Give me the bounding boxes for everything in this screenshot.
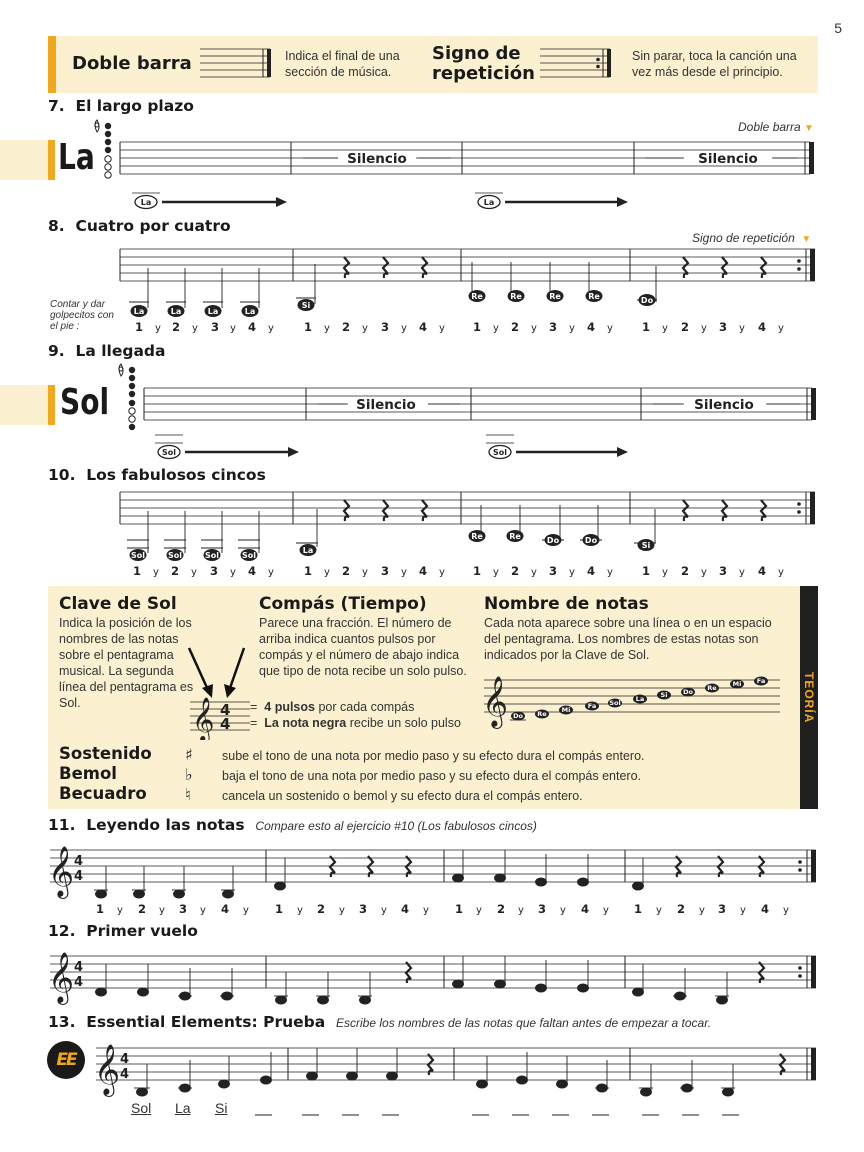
svg-text:2: 2 xyxy=(342,320,351,334)
svg-text:y: y xyxy=(230,323,236,334)
ex8-note-1: La xyxy=(133,307,145,316)
natural-title: Becuadro xyxy=(59,784,147,803)
ex9-silence-1: Silencio xyxy=(356,397,416,413)
svg-text:y: y xyxy=(381,905,387,916)
svg-text:3: 3 xyxy=(211,320,220,334)
ex9-title: 9. La llegada xyxy=(48,342,166,360)
ex12-staff xyxy=(48,948,820,1008)
ex7-note-name: La xyxy=(58,137,95,178)
ex10-note-8: Do xyxy=(546,536,560,545)
svg-text:Re: Re xyxy=(707,684,717,692)
time-sig-line1: = 4 pulsos por cada compás xyxy=(250,700,415,714)
svg-text:Mi: Mi xyxy=(561,706,571,714)
svg-text:y: y xyxy=(662,567,668,578)
treble-clef-icon: 𝄞 xyxy=(94,1044,121,1095)
svg-text:4: 4 xyxy=(120,1067,130,1082)
sharp-text: sube el tono de una nota por medio paso y su efecto dura el compás entero. xyxy=(222,749,645,763)
svg-text:y: y xyxy=(268,323,274,334)
ex9-staff xyxy=(112,362,820,462)
svg-text:2: 2 xyxy=(172,320,181,334)
svg-text:y: y xyxy=(159,905,165,916)
double-bar-staff-icon xyxy=(200,47,275,81)
theory-side-label: TEORÍA xyxy=(802,671,816,724)
ex10-staff xyxy=(115,489,820,581)
double-bar-text: Indica el final de una sección de música. xyxy=(285,49,400,79)
fingering-chart-icon xyxy=(119,364,135,430)
svg-text:4: 4 xyxy=(401,902,410,916)
svg-text:1: 1 xyxy=(455,902,464,916)
svg-text:Sol: Sol xyxy=(609,699,621,707)
ex13-title: 13. Essential Elements: Prueba Escribe los nombres de las notas que faltan antes de empezar a tocar. xyxy=(48,1013,712,1031)
fingering-chart-icon xyxy=(95,120,111,178)
svg-text:y: y xyxy=(362,567,368,578)
svg-text:Fa: Fa xyxy=(756,677,766,685)
essential-elements-logo: EE xyxy=(47,1041,85,1079)
ex10-note-3: Sol xyxy=(205,551,219,560)
ex7-name: El largo plazo xyxy=(75,97,194,115)
repeat-sign-text: Sin parar, toca la canción una vez más desde el principio. xyxy=(632,49,797,79)
svg-text:4: 4 xyxy=(758,564,767,578)
ex9-note-label-2: Sol xyxy=(493,448,507,457)
double-bar-title: Doble barra xyxy=(72,53,192,74)
flat-title: Bemol xyxy=(59,764,117,783)
flat-icon: ♭ xyxy=(185,765,193,784)
svg-text:y: y xyxy=(423,905,429,916)
svg-text:4: 4 xyxy=(248,320,257,334)
ex10-note-9: Do xyxy=(584,536,598,545)
svg-text:4: 4 xyxy=(419,564,428,578)
svg-text:y: y xyxy=(699,905,705,916)
svg-text:y: y xyxy=(155,323,161,334)
svg-text:Re: Re xyxy=(537,710,547,718)
svg-text:4: 4 xyxy=(74,960,84,975)
ex11-title: 11. Leyendo las notas Compare esto al ejercicio #10 (Los fabulosos cincos) xyxy=(48,816,537,834)
ex7-title xyxy=(48,97,194,115)
note-names-title: Nombre de notas xyxy=(484,594,649,614)
svg-text:y: y xyxy=(569,323,575,334)
ex8-note-4: La xyxy=(244,307,256,316)
svg-text:4: 4 xyxy=(581,902,590,916)
svg-text:2: 2 xyxy=(171,564,180,578)
note-names-staff xyxy=(482,668,782,730)
svg-text:y: y xyxy=(192,323,198,334)
svg-text:y: y xyxy=(268,567,274,578)
quarter-rest-icons xyxy=(344,500,766,521)
ex10-note-6: Re xyxy=(471,532,483,541)
svg-text:y: y xyxy=(662,323,668,334)
svg-text:4: 4 xyxy=(74,869,84,884)
ex9-note-label-1: Sol xyxy=(162,448,176,457)
svg-text:3: 3 xyxy=(718,902,727,916)
svg-text:y: y xyxy=(439,323,445,334)
treble-clef-icon: 𝄞 xyxy=(482,676,509,727)
svg-text:4: 4 xyxy=(120,1052,130,1067)
time-signature-title: Compás (Tiempo) xyxy=(259,594,427,614)
ex10-note-1: Sol xyxy=(131,551,145,560)
svg-text:Mi: Mi xyxy=(732,680,742,688)
svg-text:y: y xyxy=(740,905,746,916)
repeat-title-line2: repetición xyxy=(432,63,535,84)
ex12-title: 12. Primer vuelo xyxy=(48,922,198,940)
svg-text:1: 1 xyxy=(304,320,313,334)
svg-text:y: y xyxy=(153,567,159,578)
time-signature-illustration xyxy=(180,640,255,740)
svg-text:2: 2 xyxy=(511,564,520,578)
sharp-icon: ♯ xyxy=(185,745,193,764)
ex10-note-5: La xyxy=(302,546,314,555)
answer-si: Si xyxy=(215,1100,228,1116)
ex10-note-4: Sol xyxy=(242,551,256,560)
svg-text:y: y xyxy=(191,567,197,578)
repeat-sign-staff-icon xyxy=(540,47,615,81)
time-sig-line2: = La nota negra recibe un solo pulso xyxy=(250,716,461,730)
ex10-title: 10. Los fabulosos cincos xyxy=(48,466,266,484)
ex8-title: 8. Cuatro por cuatro xyxy=(48,217,231,235)
ex7-number: 7. xyxy=(48,97,65,115)
svg-text:3: 3 xyxy=(549,320,558,334)
answer-la: La xyxy=(175,1100,191,1116)
svg-text:y: y xyxy=(324,567,330,578)
accent-bar xyxy=(48,36,56,93)
ex8-note-2: La xyxy=(170,307,182,316)
note-badge-bg xyxy=(0,140,48,180)
ex8-note-9: Re xyxy=(588,292,600,301)
svg-text:y: y xyxy=(339,905,345,916)
svg-text:2: 2 xyxy=(677,902,686,916)
svg-text:4: 4 xyxy=(587,564,596,578)
count-instruction: Contar y dar golpecitos con el pie : xyxy=(50,299,114,332)
ex8-note-10: Do xyxy=(640,296,654,305)
ex10-note-2: Sol xyxy=(168,551,182,560)
ex10-count-row xyxy=(133,564,784,578)
ex8-note-7: Re xyxy=(510,292,522,301)
ex7-staff xyxy=(88,118,818,213)
svg-text:y: y xyxy=(243,905,249,916)
ex8-note-3: La xyxy=(207,307,219,316)
ex7-note-label-1: La xyxy=(140,198,152,207)
svg-text:4: 4 xyxy=(758,320,767,334)
svg-text:1: 1 xyxy=(642,564,651,578)
note-names-text: Cada nota aparece sobre una línea o en un espacio del pentagrama. Los nombres de estas notas son indicados por la Clave de Sol. xyxy=(484,616,772,662)
time-sig-top: 4 xyxy=(220,701,231,719)
svg-text:y: y xyxy=(656,905,662,916)
treble-clef-title: Clave de Sol xyxy=(59,594,177,614)
flat-text: baja el tono de una nota por medio paso y su efecto dura el compás entero. xyxy=(222,769,642,783)
svg-text:2: 2 xyxy=(317,902,326,916)
svg-text:3: 3 xyxy=(719,320,728,334)
svg-text:y: y xyxy=(701,323,707,334)
svg-text:y: y xyxy=(701,567,707,578)
svg-text:1: 1 xyxy=(634,902,643,916)
natural-icon: ♮ xyxy=(185,785,191,804)
svg-text:3: 3 xyxy=(210,564,219,578)
svg-text:4: 4 xyxy=(761,902,770,916)
note-badge-accent xyxy=(48,140,55,180)
ex8-annotation: Signo de repetición ▼ xyxy=(692,231,812,245)
svg-text:2: 2 xyxy=(497,902,506,916)
ex7-annotation: Doble barra ▼ xyxy=(738,120,814,134)
sharp-title: Sostenido xyxy=(59,744,152,763)
orange-arrow-icon: ▼ xyxy=(804,123,814,134)
time-sig-bottom: 4 xyxy=(220,715,231,733)
repeat-title-line1: Signo de xyxy=(432,43,521,64)
ex8-count-row xyxy=(135,320,784,334)
treble-clef-icon: 𝄞 xyxy=(48,952,75,1003)
svg-text:y: y xyxy=(518,905,524,916)
svg-text:y: y xyxy=(439,567,445,578)
svg-text:y: y xyxy=(324,323,330,334)
treble-clef-icon: 𝄞 xyxy=(48,846,75,897)
svg-text:y: y xyxy=(493,323,499,334)
svg-text:4: 4 xyxy=(74,975,84,990)
svg-text:4: 4 xyxy=(419,320,428,334)
treble-clef-text: Indica la posición de los nombres de las notas sobre el pentagrama musical. La segunda línea del pentagrama es Sol. xyxy=(59,616,194,710)
svg-text:Do: Do xyxy=(683,688,693,696)
ex10-note-10: Si xyxy=(641,541,651,550)
svg-text:3: 3 xyxy=(381,320,390,334)
svg-text:4: 4 xyxy=(221,902,230,916)
ex13-staff xyxy=(94,1040,820,1098)
treble-clef-icon: 𝄞 xyxy=(192,697,215,740)
ex7-silence-2: Silencio xyxy=(698,151,758,167)
svg-text:2: 2 xyxy=(342,564,351,578)
svg-text:y: y xyxy=(569,567,575,578)
ex7-silence-1: Silencio xyxy=(347,151,407,167)
svg-text:1: 1 xyxy=(642,320,651,334)
svg-text:1: 1 xyxy=(96,902,105,916)
svg-text:2: 2 xyxy=(681,564,690,578)
svg-text:y: y xyxy=(778,567,784,578)
svg-text:3: 3 xyxy=(538,902,547,916)
ex7-note-label-2: La xyxy=(483,198,495,207)
ex8-note-5: Si xyxy=(301,301,311,310)
svg-text:y: y xyxy=(401,323,407,334)
quarter-rest-icons xyxy=(344,257,766,278)
svg-text:1: 1 xyxy=(304,564,313,578)
svg-text:1: 1 xyxy=(275,902,284,916)
svg-text:Si: Si xyxy=(660,691,668,699)
ex8-staff xyxy=(115,246,820,338)
ex11-staff xyxy=(48,840,820,922)
natural-text: cancela un sostenido o bemol y su efecto dura el compás entero. xyxy=(222,789,583,803)
svg-text:y: y xyxy=(778,323,784,334)
ex8-note-8: Re xyxy=(549,292,561,301)
svg-text:Do: Do xyxy=(513,712,523,720)
svg-text:y: y xyxy=(783,905,789,916)
svg-text:4: 4 xyxy=(248,564,257,578)
svg-text:3: 3 xyxy=(359,902,368,916)
svg-text:4: 4 xyxy=(587,320,596,334)
svg-text:2: 2 xyxy=(511,320,520,334)
svg-text:y: y xyxy=(739,323,745,334)
svg-text:y: y xyxy=(117,905,123,916)
svg-text:1: 1 xyxy=(133,564,142,578)
ex10-note-7: Re xyxy=(509,532,521,541)
svg-text:La: La xyxy=(635,695,645,703)
svg-text:y: y xyxy=(603,905,609,916)
svg-text:3: 3 xyxy=(381,564,390,578)
svg-text:1: 1 xyxy=(473,564,482,578)
svg-text:y: y xyxy=(560,905,566,916)
time-signature-text: Parece una fracción. El número de arriba indica cuantos pulsos por compás y el número de abajo indica que tipo de nota recibe un solo pulso. xyxy=(259,616,467,678)
svg-text:3: 3 xyxy=(549,564,558,578)
note-badge-bg xyxy=(0,385,48,425)
svg-text:y: y xyxy=(739,567,745,578)
svg-text:y: y xyxy=(230,567,236,578)
svg-text:2: 2 xyxy=(681,320,690,334)
svg-text:1: 1 xyxy=(473,320,482,334)
svg-text:Fa: Fa xyxy=(587,702,597,710)
answer-blanks[interactable] xyxy=(250,1110,750,1120)
orange-arrow-icon: ▼ xyxy=(801,234,812,245)
note-badge-accent xyxy=(48,385,55,425)
svg-text:2: 2 xyxy=(138,902,147,916)
svg-text:y: y xyxy=(401,567,407,578)
svg-text:y: y xyxy=(607,323,613,334)
svg-text:3: 3 xyxy=(719,564,728,578)
answer-sol: Sol xyxy=(131,1100,152,1116)
ex11-count-row xyxy=(96,902,789,916)
svg-text:y: y xyxy=(297,905,303,916)
svg-text:y: y xyxy=(476,905,482,916)
svg-text:y: y xyxy=(493,567,499,578)
ex8-note-6: Re xyxy=(471,292,483,301)
repeat-sign-title xyxy=(432,44,535,84)
svg-text:1: 1 xyxy=(135,320,144,334)
svg-text:y: y xyxy=(607,567,613,578)
svg-text:y: y xyxy=(531,323,537,334)
page-number: 5 xyxy=(834,20,842,36)
svg-text:3: 3 xyxy=(179,902,188,916)
ex9-silence-2: Silencio xyxy=(694,397,754,413)
svg-text:y: y xyxy=(200,905,206,916)
svg-text:y: y xyxy=(362,323,368,334)
svg-text:4: 4 xyxy=(74,854,84,869)
svg-text:y: y xyxy=(531,567,537,578)
ex9-note-name: Sol xyxy=(60,382,110,423)
